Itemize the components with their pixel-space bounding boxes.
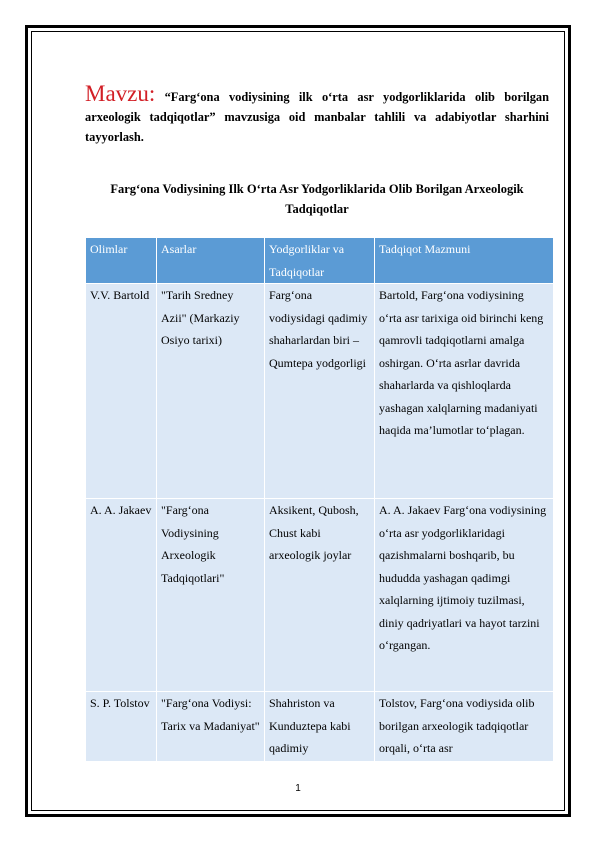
- table-cell: Farg‘ona vodiysidagi qadimiy shaharlardan biri – Qumtepa yodgorligi: [265, 284, 375, 499]
- topic-label: Mavzu:: [85, 81, 156, 106]
- table-cell: Aksikent, Qubosh, Chust kabi arxeologik joylar: [265, 499, 375, 692]
- header-cell: Yodgorliklar va Tadqiqotlar: [265, 238, 375, 284]
- table-cell: Shahriston va Kunduztepa kabi qadimiy: [265, 692, 375, 762]
- research-table: [85, 237, 554, 762]
- table-cell: Tolstov, Farg‘ona vodiysida olib borilgan arxeologik tadqiqotlar orqali, o‘rta asr: [375, 692, 554, 762]
- table-row: [86, 284, 554, 499]
- header-cell: Asarlar: [157, 238, 265, 284]
- table-cell: Bartold, Farg‘ona vodiysining o‘rta asr tarixiga oid birinchi keng qamrovli tadqiqotlarni amalga oshirgan. O‘rta asrlar davrida shaharlarda va qishloqlarda yashagan xalqlarning madaniyati haqida ma’lumotlar to‘plagan.: [375, 284, 554, 499]
- topic-text: “Farg‘ona vodiysining ilk o‘rta asr yodgorliklarida olib borilgan arxeologik tadqiqotlar” mavzusiga oid manbalar tahlili va adabiyotlar sharhini tayyorlash.: [85, 90, 549, 144]
- table-cell: A. A. Jakaev: [86, 499, 157, 692]
- page-number: 1: [295, 783, 301, 794]
- table-cell: "Farg‘ona Vodiysi: Tarix va Madaniyat": [157, 692, 265, 762]
- table-cell: "Tarih Sredney Azii" (Markaziy Osiyo tarixi): [157, 284, 265, 499]
- topic-heading: [85, 81, 549, 147]
- document-title: Farg‘ona Vodiysining Ilk O‘rta Asr Yodgorliklarida Olib Borilgan Arxeologik Tadqiqotlar: [110, 182, 524, 216]
- table-cell: "Farg‘ona Vodiysining Arxeologik Tadqiqotlari": [157, 499, 265, 692]
- header-cell: Olimlar: [86, 238, 157, 284]
- header-cell: Tadqiqot Mazmuni: [375, 238, 554, 284]
- table-cell: V.V. Bartold: [86, 284, 157, 499]
- table-cell: A. A. Jakaev Farg‘ona vodiysining o‘rta asr yodgorliklaridagi qazishmalarni boshqarib, bu hududda yashagan qadimgi xalqlarning ijtimoiy tuzilmasi, diniy qadriyatlari va hayot tarzini o‘rgangan.: [375, 499, 554, 692]
- table-header-row: [86, 238, 554, 284]
- table-row: [86, 692, 554, 762]
- table-cell: S. P. Tolstov: [86, 692, 157, 762]
- table-row: [86, 499, 554, 692]
